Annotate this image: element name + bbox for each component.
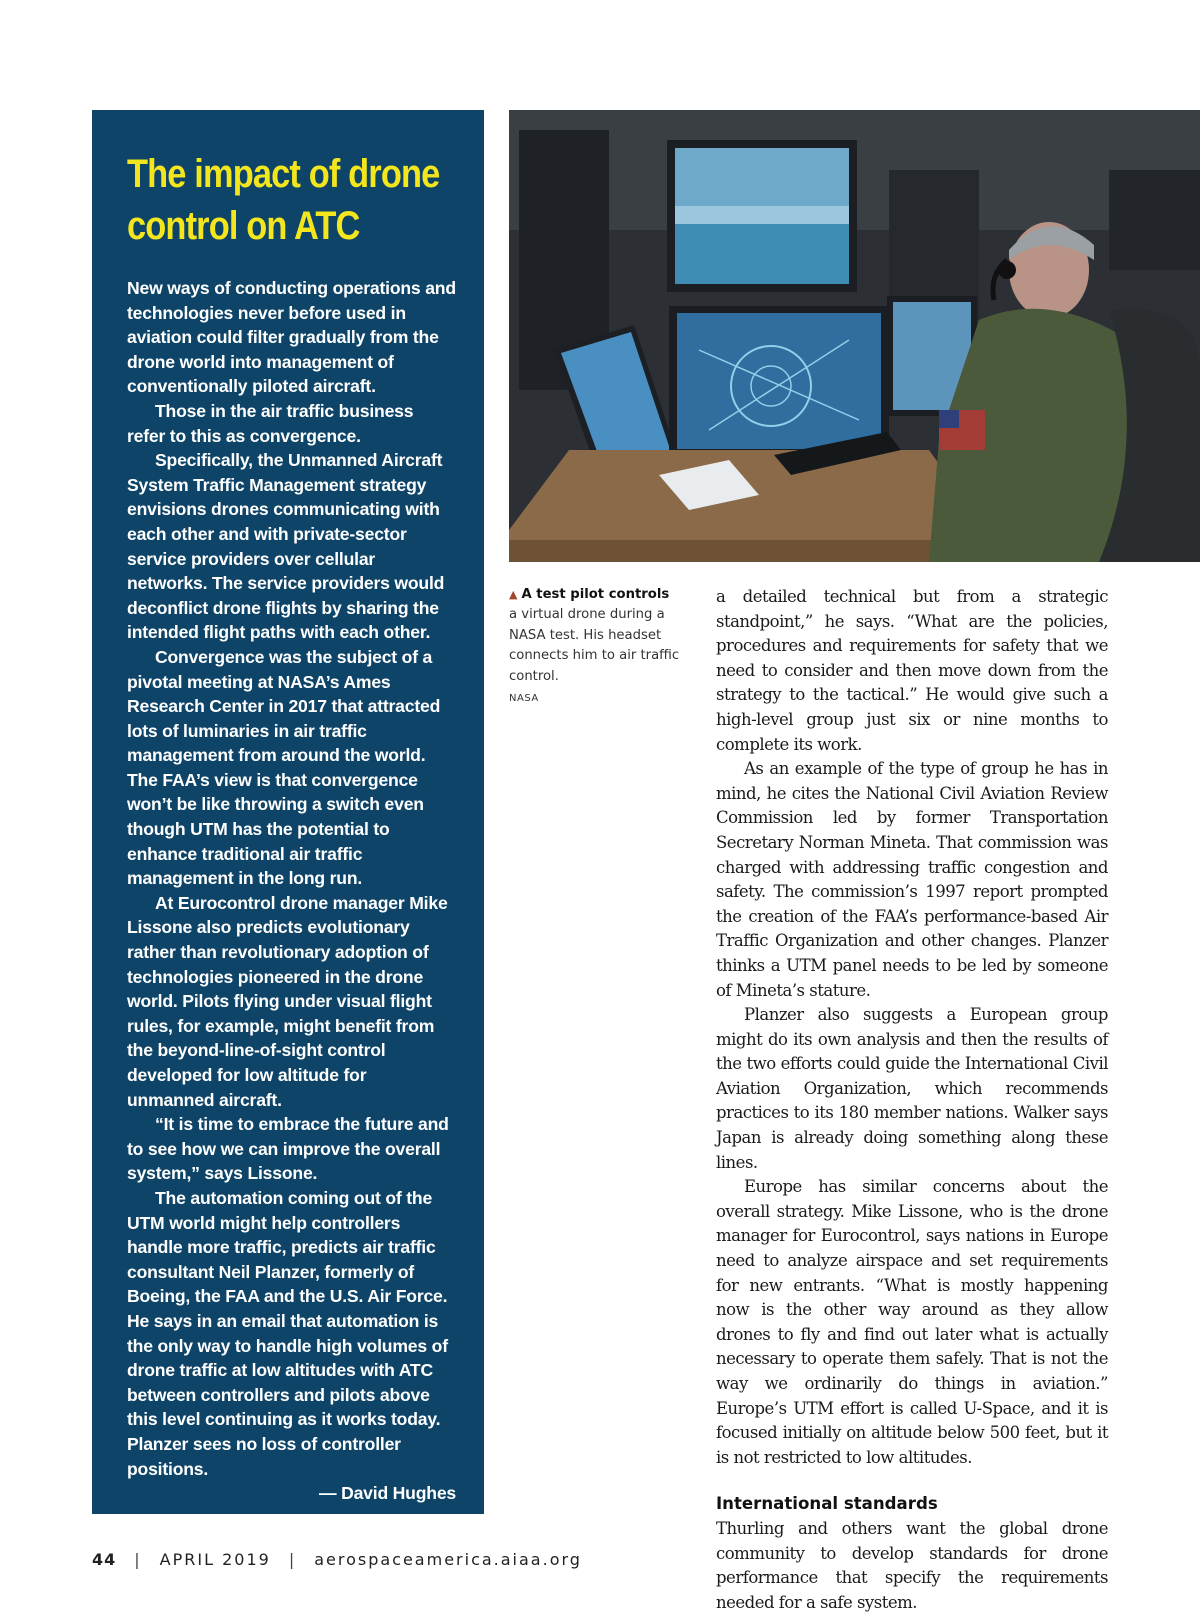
footer-separator: | bbox=[134, 1550, 142, 1569]
sidebar-paragraph: Specifically, the Unmanned Aircraft System Traffic Management strategy envisions drones communicating with each other and with private-sector service providers over cellular networks. The service providers would deconflict drone flights by sharing the intended flight paths with each other. bbox=[127, 450, 445, 643]
sidebar-paragraph: The automation coming out of the UTM world might help controllers handle more traffic, predicts air traffic consultant Neil Planzer, formerly of Boeing, the FAA and the U.S. Air Force. He says in an email that automation is the only way to handle high volumes of drone traffic at low altitudes with ATC between controllers and pilots above this level continuing as it works today. Planzer sees no loss of controller positions. bbox=[127, 1187, 448, 1479]
page-footer bbox=[92, 1550, 582, 1569]
caption-text: a virtual drone during a NASA test. His headset connects him to air traffic control. bbox=[509, 607, 680, 684]
photo-controller-station-icon bbox=[509, 110, 1200, 562]
sidebar-title bbox=[127, 148, 471, 252]
issue-date: APRIL 2019 bbox=[159, 1550, 271, 1569]
caption-headline: A test pilot controls bbox=[521, 587, 670, 602]
triangle-up-icon: ▲ bbox=[509, 588, 518, 601]
article-paragraph: Planzer also suggests a European group might do its own analysis and then the results of the two efforts could guide the International Civil Aviation Organization, which recommends practices to its 180 member nations. Walker says Japan is already doing something along these lines. bbox=[716, 1005, 1108, 1172]
sidebar-body bbox=[127, 276, 456, 1506]
sidebar-paragraph: Those in the air traffic business refer to this as convergence. bbox=[127, 400, 414, 446]
sidebar-byline: — David Hughes bbox=[319, 1483, 456, 1504]
sidebar-title-line-1: The impact of drone bbox=[127, 152, 440, 196]
article-photo bbox=[509, 110, 1200, 562]
caption-headline-row bbox=[509, 584, 699, 605]
article-paragraph: a detailed technical but from a strategic standpoint,” he says. “What are the policies, procedures and requirements for safety that we need to consider and then move down from the strategy to the tactical.” He would give such a high-level group just six or nine months to complete its work. bbox=[716, 587, 1108, 754]
page-number: 44 bbox=[92, 1550, 117, 1569]
photo-caption bbox=[509, 584, 699, 704]
article-paragraph: Thurling and others want the global drone community to develop standards for drone performance that specify the requirements needed for a safe system. bbox=[716, 1518, 1108, 1612]
sidebar-paragraph: “It is time to embrace the future and to see how we can improve the overall system,” says Lissone. bbox=[127, 1114, 449, 1184]
website-url: aerospaceamerica.aiaa.org bbox=[314, 1550, 582, 1569]
article-paragraph: Europe has similar concerns about the overall strategy. Mike Lissone, who is the drone manager for Eurocontrol, says nations in Europe need to analyze airspace and set requirements for new entrants. “What is mostly happening now is the other way around as they allow drones to fly and find out later what is actually necessary to operate them safely. That is not the way we ordinarily do things in aviation.” Europe’s UTM effort is called U-Space, and it is focused initially on altitude below 500 feet, but it is not restricted to low altitudes. bbox=[716, 1177, 1108, 1467]
section-heading: International standards bbox=[716, 1494, 938, 1514]
article-paragraph: As an example of the type of group he has in mind, he cites the National Civil Aviation Review Commission led by former Transportation Secretary Norman Mineta. That commission was charged with addressing traffic congestion and safety. The commission’s 1997 report prompted the creation of the FAA’s performance-based Air Traffic Organization and other changes. Planzer thinks a UTM panel needs to be led by someone of Mineta’s stature. bbox=[716, 759, 1108, 1000]
sidebar-paragraph: Convergence was the subject of a pivotal meeting at NASA’s Ames Research Center in 2017 that attracted lots of luminaries in air traffic management from around the world. The FAA’s view is that convergence won’t be like throwing a switch even though UTM has the potential to enhance traditional air traffic management in the long run. bbox=[127, 646, 441, 889]
sidebar-box bbox=[92, 110, 484, 1514]
sidebar-title-line-2: control on ATC bbox=[127, 204, 360, 248]
footer-separator: | bbox=[288, 1550, 297, 1569]
sidebar-paragraph: New ways of conducting operations and technologies never before used in aviation could filter gradually from the drone world into management of conventionally piloted aircraft. bbox=[127, 278, 456, 397]
article-column bbox=[716, 585, 1108, 1615]
photo-credit: NASA bbox=[509, 693, 539, 705]
sidebar-paragraph: At Eurocontrol drone manager Mike Lissone also predicts evolutionary rather than revolutionary adoption of technologies pioneered in the drone world. Pilots flying under visual flight rules, for example, might benefit from the beyond-line-of-sight control developed for low altitude for unmanned aircraft. bbox=[127, 892, 448, 1110]
